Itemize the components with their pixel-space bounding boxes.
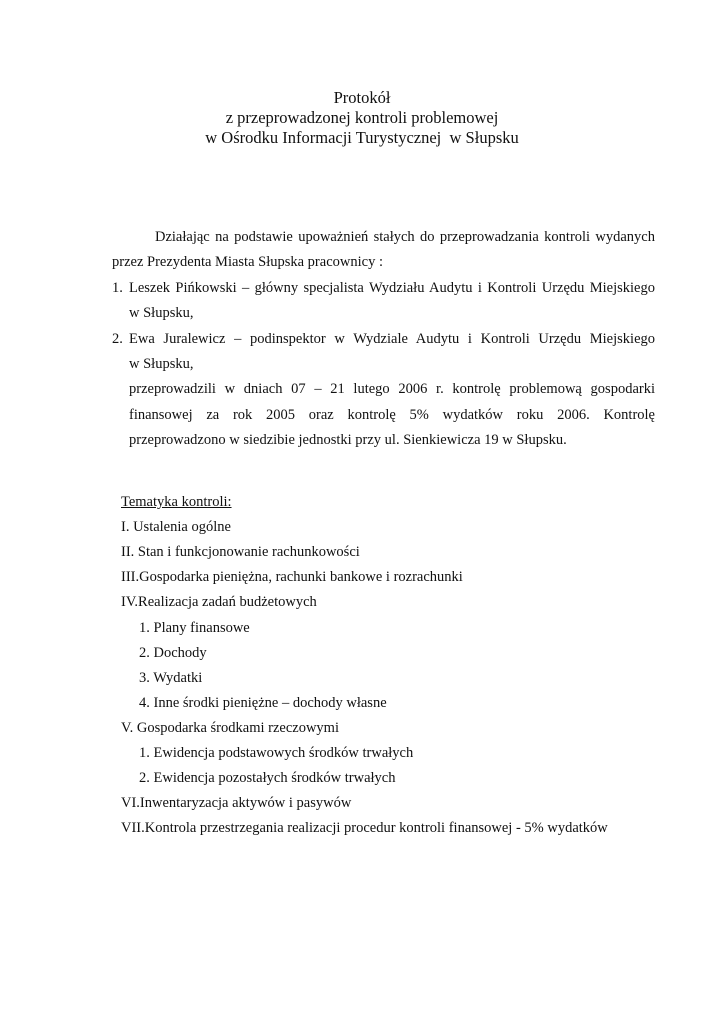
topic-subitem: 4. Inne środki pieniężne – dochody własne (139, 695, 387, 711)
item-1-line-1: Leszek Pińkowski – główny specjalista Wydziału Audytu i Kontroli Urzędu Miejskiego (129, 280, 655, 296)
conclusion-line-2: finansowej za rok 2005 oraz kontrolę 5% wydatków roku 2006. Kontrolę (129, 407, 655, 423)
topic-subitem: 3. Wydatki (139, 670, 203, 686)
conclusion-line-1: przeprowadzili w dniach 07 – 21 lutego 2006 r. kontrolę problemową gospodarki (129, 381, 655, 397)
item-2-line-2: w Słupsku, (129, 356, 194, 372)
topic-subitem: 2. Dochody (139, 645, 207, 661)
topic-item: II. Stan i funkcjonowanie rachunkowości (121, 544, 360, 560)
topic-subitem: 1. Ewidencja podstawowych środków trwałych (139, 745, 414, 761)
document-title (0, 88, 724, 148)
topic-item: VI.Inwentaryzacja aktywów i pasywów (121, 795, 352, 811)
topic-item: VII.Kontrola przestrzegania realizacji procedur kontroli finansowej - 5% wydatków (121, 820, 608, 836)
item-2-line-1: Ewa Juralewicz – podinspektor w Wydziale Audytu i Kontroli Urzędu Miejskiego (129, 331, 655, 347)
title-line-3: w Ośrodku Informacji Turystycznej w Słupsku (205, 128, 519, 147)
topic-item: IV.Realizacja zadań budżetowych (121, 594, 317, 610)
topics-heading: Tematyka kontroli: (121, 494, 232, 510)
topic-subitem: 1. Plany finansowe (139, 620, 250, 636)
intro-line-2: przez Prezydenta Miasta Słupska pracownicy : (112, 254, 383, 270)
topic-item: III.Gospodarka pieniężna, rachunki bankowe i rozrachunki (121, 569, 463, 585)
item-2-number: 2. (112, 331, 123, 347)
item-1-line-2: w Słupsku, (129, 305, 194, 321)
title-line-2: z przeprowadzonej kontroli problemowej (225, 108, 499, 127)
intro-line-1: Działając na podstawie upoważnień stałych do przeprowadzania kontroli wydanych (155, 229, 655, 245)
topic-item: I. Ustalenia ogólne (121, 519, 231, 535)
topic-item: V. Gospodarka środkami rzeczowymi (121, 720, 339, 736)
conclusion-line-3: przeprowadzono w siedzibie jednostki przy ul. Sienkiewicza 19 w Słupsku. (129, 432, 567, 448)
item-1-number: 1. (112, 280, 123, 296)
title-line-1: Protokół (333, 88, 391, 107)
topic-subitem: 2. Ewidencja pozostałych środków trwałych (139, 770, 396, 786)
